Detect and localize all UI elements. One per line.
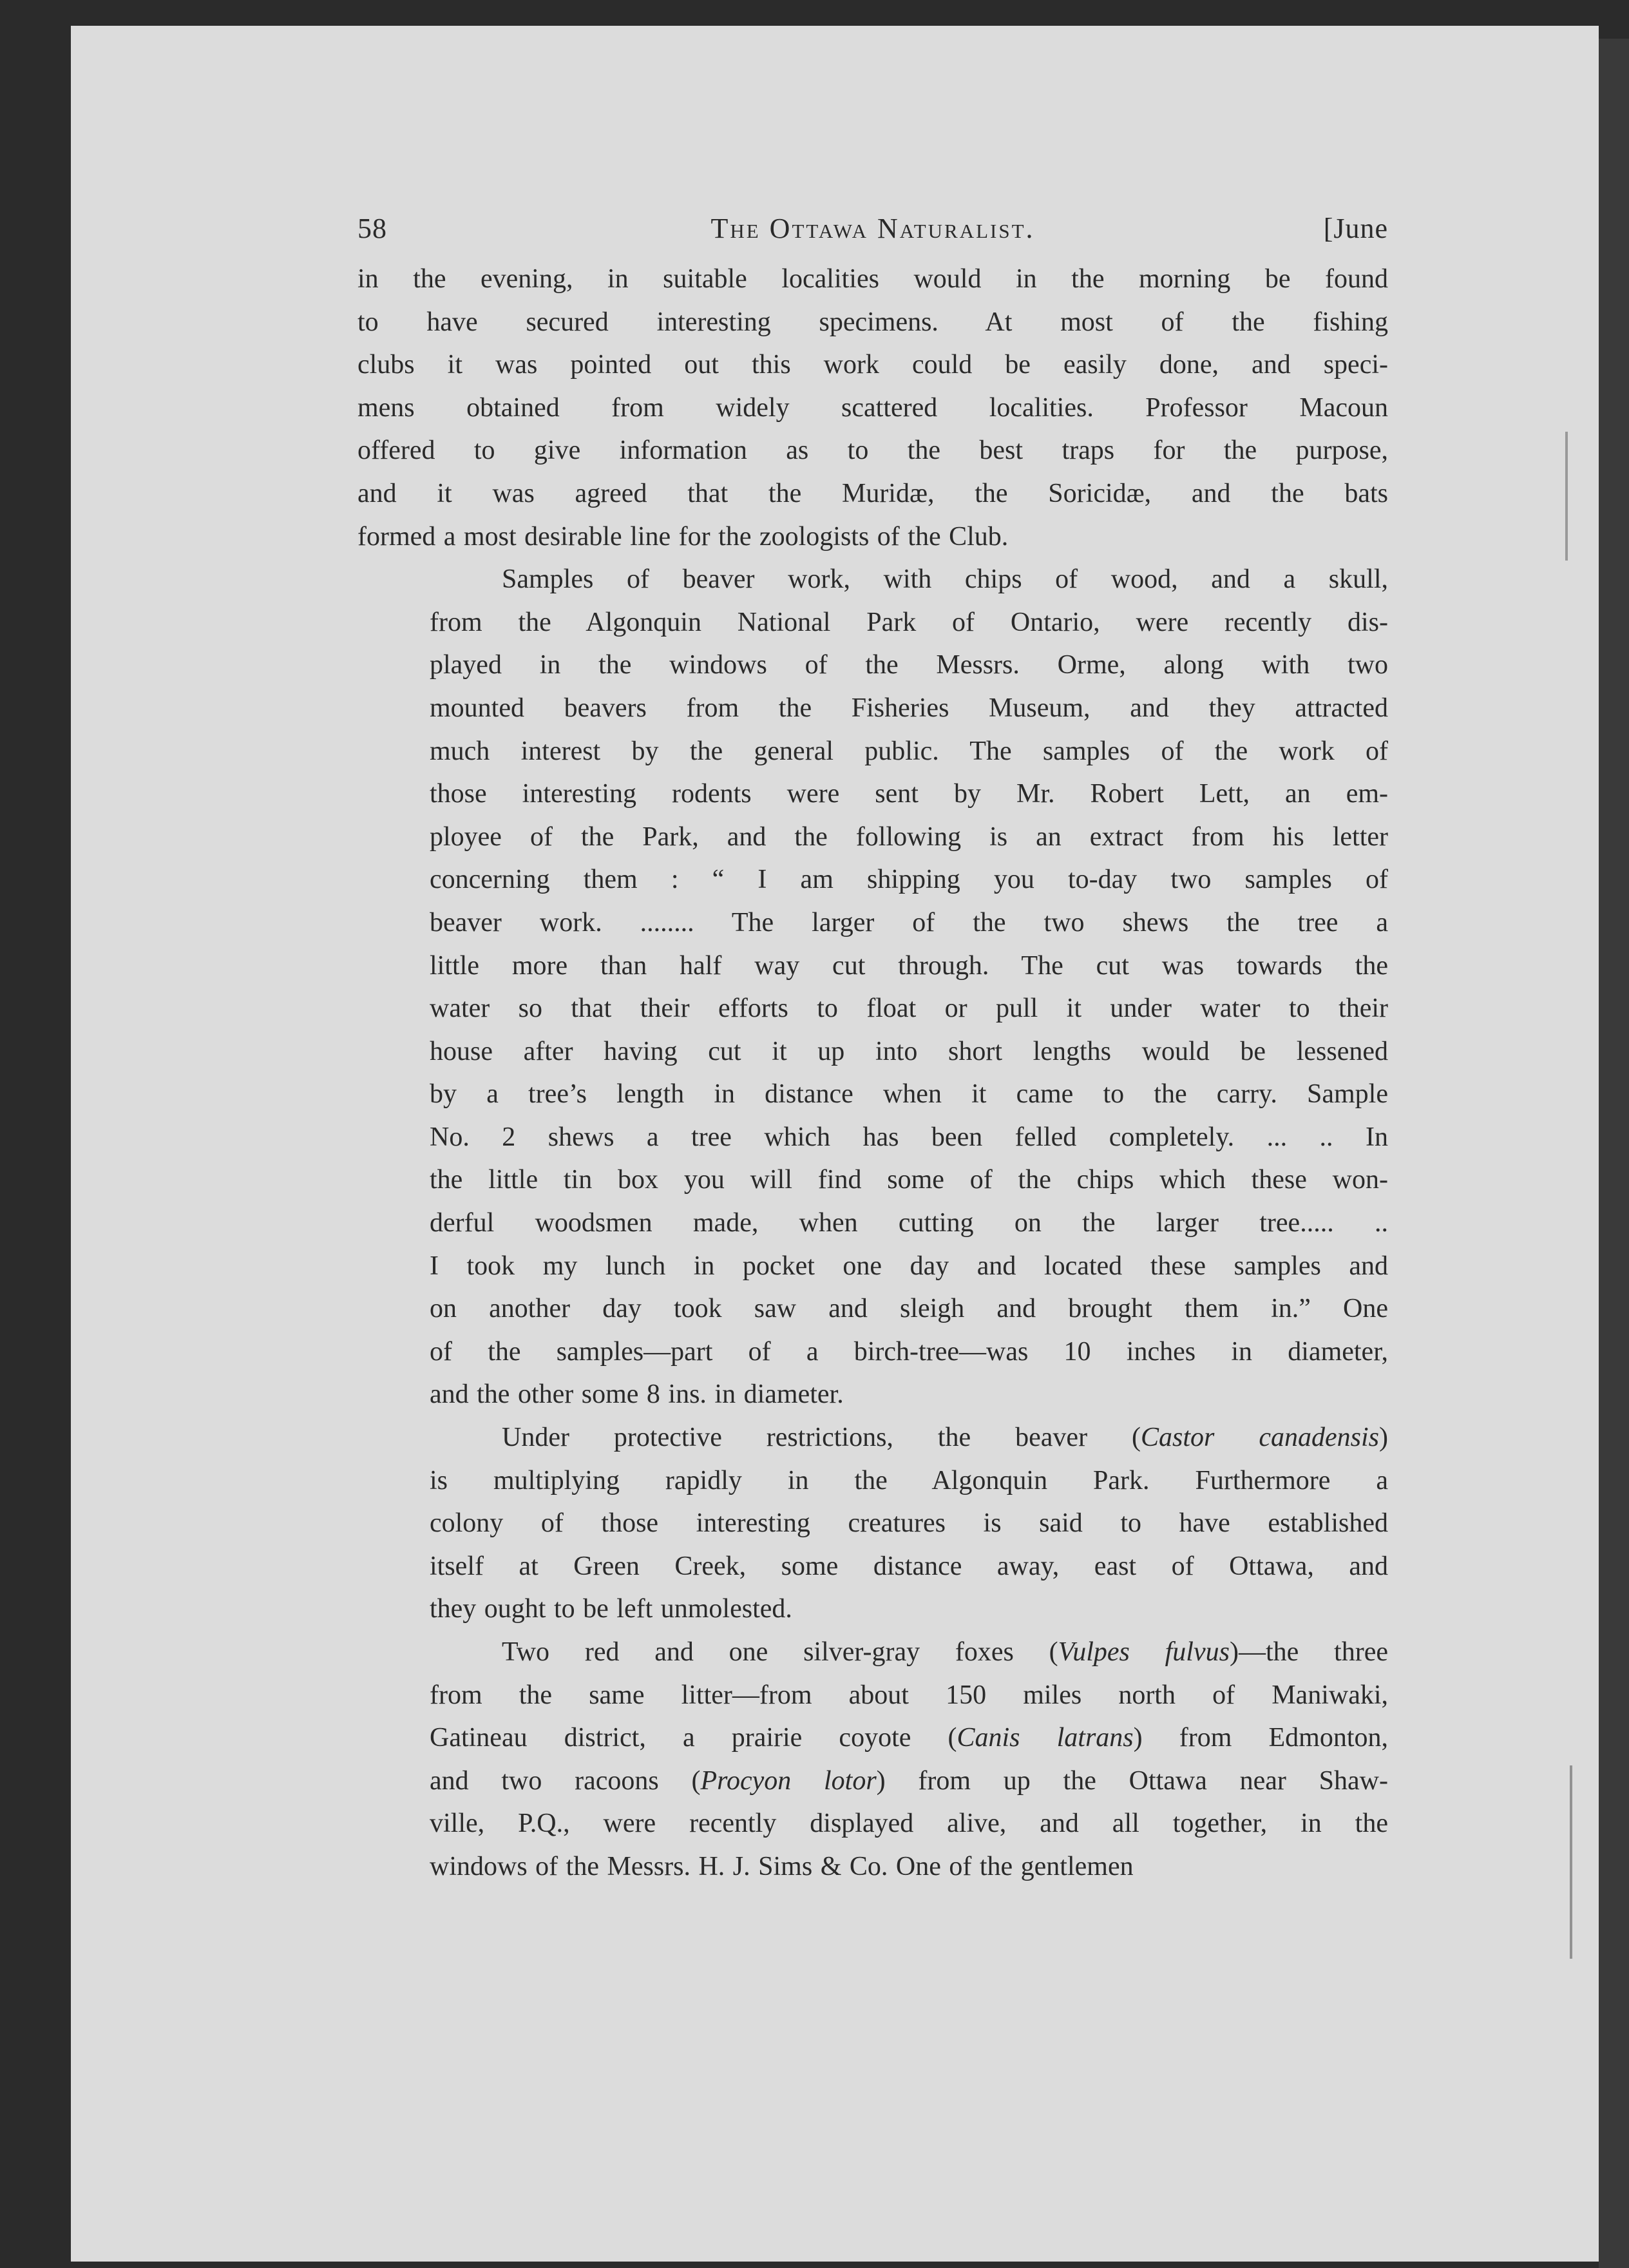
text-line: Gatineau district, a prairie coyote (Canis latrans) from Edmonton, [430,1723,1388,1753]
paragraph-2 [357,558,1388,1416]
paragraph-4 [357,1631,1388,1888]
text-line: to have secured interesting specimens. At most of the fishing [357,307,1388,337]
text-line: much interest by the general public. The samples of the work of [430,736,1388,766]
text-line: No. 2 shews a tree which has been felled completely. ... .. In [430,1122,1388,1152]
text-line: is multiplying rapidly in the Algonquin Park. Furthermore a [430,1465,1388,1495]
section-month: [June [1323,213,1388,244]
text-line: played in the windows of the Messrs. Orme, along with two [430,650,1388,680]
text-line: the little tin box you will find some of the chips which these won- [430,1165,1388,1195]
italic-species-name: Vulpes fulvus [1058,1637,1230,1667]
text-line: mens obtained from widely scattered localities. Professor Macoun [357,392,1388,423]
text-line: itself at Green Creek, some distance away, east of Ottawa, and [430,1551,1388,1581]
text-line: derful woodsmen made, when cutting on the larger tree..... .. [430,1208,1388,1238]
article-body [357,258,1388,1888]
text-line: on another day took saw and sleigh and brought them in.” One [430,1294,1388,1324]
text-line: windows of the Messrs. H. J. Sims & Co. One of the gentlemen [430,1851,1134,1881]
text-line: those interesting rodents were sent by Mr. Robert Lett, an em- [430,779,1388,809]
text-line: of the samples—part of a birch-tree—was 10 inches in diameter, [430,1336,1388,1367]
document-page [357,206,1388,1888]
italic-species-name: Castor canadensis [1141,1423,1379,1453]
margin-mark-lower [1570,1765,1572,1959]
text-line: beaver work. ........ The larger of the two shews the tree a [430,907,1388,937]
margin-mark-upper [1565,432,1568,561]
text-line: by a tree’s length in distance when it came to the carry. Sample [430,1079,1388,1110]
text-line: I took my lunch in pocket one day and located these samples and [430,1251,1388,1281]
page-number: 58 [357,213,387,244]
text-line: Samples of beaver work, with chips of wood, and a skull, [502,564,1388,595]
italic-species-name: Procyon lotor [700,1765,877,1796]
text-line: from the same litter—from about 150 miles north of Maniwaki, [430,1680,1388,1710]
paragraph-3 [357,1416,1388,1631]
text-line: and two racoons (Procyon lotor) from up the Ottawa near Shaw- [430,1765,1388,1796]
journal-title: The Ottawa Naturalist. [710,213,1035,244]
text-line: water so that their efforts to float or pull it under water to their [430,994,1388,1024]
text-line: house after having cut it up into short lengths would be lessened [430,1036,1388,1066]
text-line: Under protective restrictions, the beaver (Castor canadensis) [502,1423,1388,1453]
text-line: concerning them : “ I am shipping you to-day two samples of [430,865,1388,895]
text-line: colony of those interesting creatures is said to have established [430,1508,1388,1539]
text-line: mounted beavers from the Fisheries Museum, and they attracted [430,693,1388,723]
text-line: little more than half way cut through. The cut was towards the [430,950,1388,981]
text-line: in the evening, in suitable localities would in the morning be found [357,264,1388,294]
italic-species-name: Canis latrans [957,1723,1134,1753]
book-edge [1599,39,1629,2268]
text-line: formed a most desirable line for the zoologists of the Club. [357,521,1009,552]
text-line: from the Algonquin National Park of Ontario, were recently dis- [430,607,1388,637]
text-line: and it was agreed that the Muridæ, the Soricidæ, and the bats [357,478,1388,508]
text-line: they ought to be left unmolested. [430,1594,792,1624]
text-line: ployee of the Park, and the following is an extract from his letter [430,822,1388,852]
text-line: offered to give information as to the best traps for the purpose, [357,436,1388,466]
text-line: Two red and one silver-gray foxes (Vulpes fulvus)—the three [502,1637,1388,1667]
text-line: and the other some 8 ins. in diameter. [430,1379,844,1410]
text-line: ville, P.Q., were recently displayed alive, and all together, in the [430,1809,1388,1839]
text-line: clubs it was pointed out this work could be easily done, and speci- [357,350,1388,380]
running-header [357,206,1388,258]
paragraph-1 [357,258,1388,558]
